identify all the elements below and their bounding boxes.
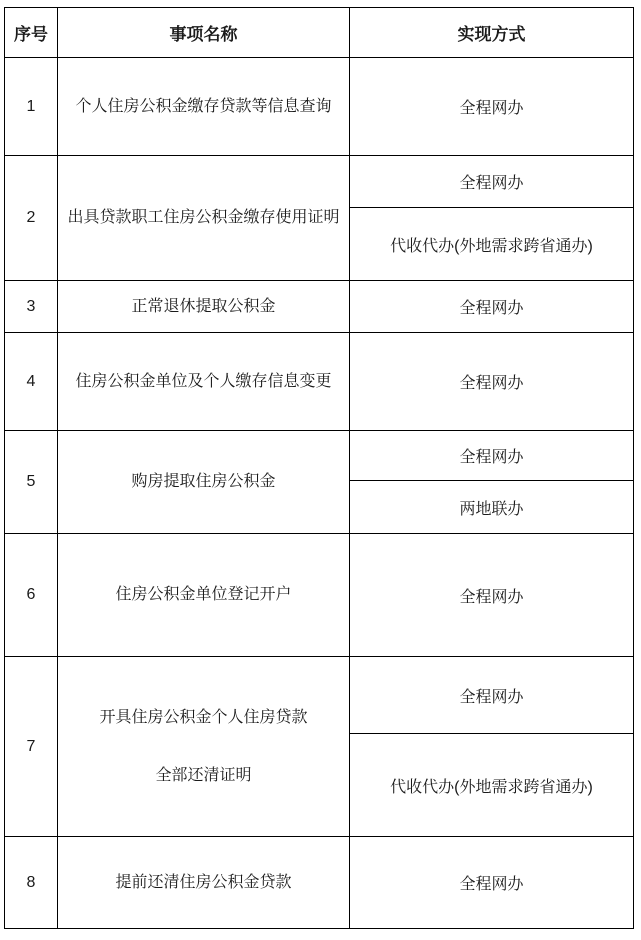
table-row — [5, 837, 634, 929]
row-number-cell: 1 — [5, 58, 58, 156]
method-cell: 全程网办 — [350, 333, 634, 431]
item-name-text: 提前还清住房公积金贷款 — [115, 873, 292, 891]
item-name-cell — [58, 534, 350, 657]
row-number-cell: 3 — [5, 281, 58, 333]
table-row — [5, 58, 634, 156]
row-number-cell: 8 — [5, 837, 58, 929]
item-name-cell — [58, 837, 350, 929]
item-name-text: 住房公积金单位登记开户 — [115, 586, 292, 603]
table-row — [5, 431, 634, 481]
method-cell: 全程网办 — [350, 534, 634, 657]
row-number-cell: 4 — [5, 333, 58, 431]
row-number-cell: 5 — [5, 431, 58, 534]
table-row — [5, 156, 634, 208]
item-name-text: 全部还清证明 — [155, 766, 252, 784]
col-header-item-name: 事项名称 — [58, 8, 350, 58]
item-name-cell — [58, 156, 350, 281]
item-name-text: 个人住房公积金缴存贷款等信息查询 — [75, 97, 332, 115]
row-number-cell: 6 — [5, 534, 58, 657]
table-header-row — [5, 8, 634, 58]
item-name-cell — [58, 58, 350, 156]
method-cell: 两地联办 — [350, 481, 634, 534]
service-items-table — [4, 7, 634, 929]
item-name-text: 正常退休提取公积金 — [131, 297, 276, 315]
table-row — [5, 333, 634, 431]
method-cell: 代收代办(外地需求跨省通办) — [350, 208, 634, 281]
item-name-cell — [58, 431, 350, 534]
item-name-text: 开具住房公积金个人住房贷款 — [99, 708, 308, 726]
col-header-method: 实现方式 — [350, 8, 634, 58]
method-cell: 全程网办 — [350, 837, 634, 929]
table-row — [5, 657, 634, 734]
method-cell: 全程网办 — [350, 657, 634, 734]
col-header-index: 序号 — [5, 8, 58, 58]
item-name-cell — [58, 657, 350, 837]
table-row — [5, 281, 634, 333]
row-number-cell: 7 — [5, 657, 58, 837]
item-name-cell — [58, 281, 350, 333]
method-cell: 全程网办 — [350, 431, 634, 481]
method-cell: 全程网办 — [350, 58, 634, 156]
row-number-cell: 2 — [5, 156, 58, 281]
method-cell: 全程网办 — [350, 281, 634, 333]
method-cell: 全程网办 — [350, 156, 634, 208]
item-name-text: 出具贷款职工住房公积金缴存使用证明 — [67, 209, 340, 226]
method-cell: 代收代办(外地需求跨省通办) — [350, 734, 634, 837]
item-name-text: 住房公积金单位及个人缴存信息变更 — [75, 372, 332, 390]
item-name-cell — [58, 333, 350, 431]
item-name-text: 购房提取住房公积金 — [131, 473, 276, 490]
table-row — [5, 534, 634, 657]
